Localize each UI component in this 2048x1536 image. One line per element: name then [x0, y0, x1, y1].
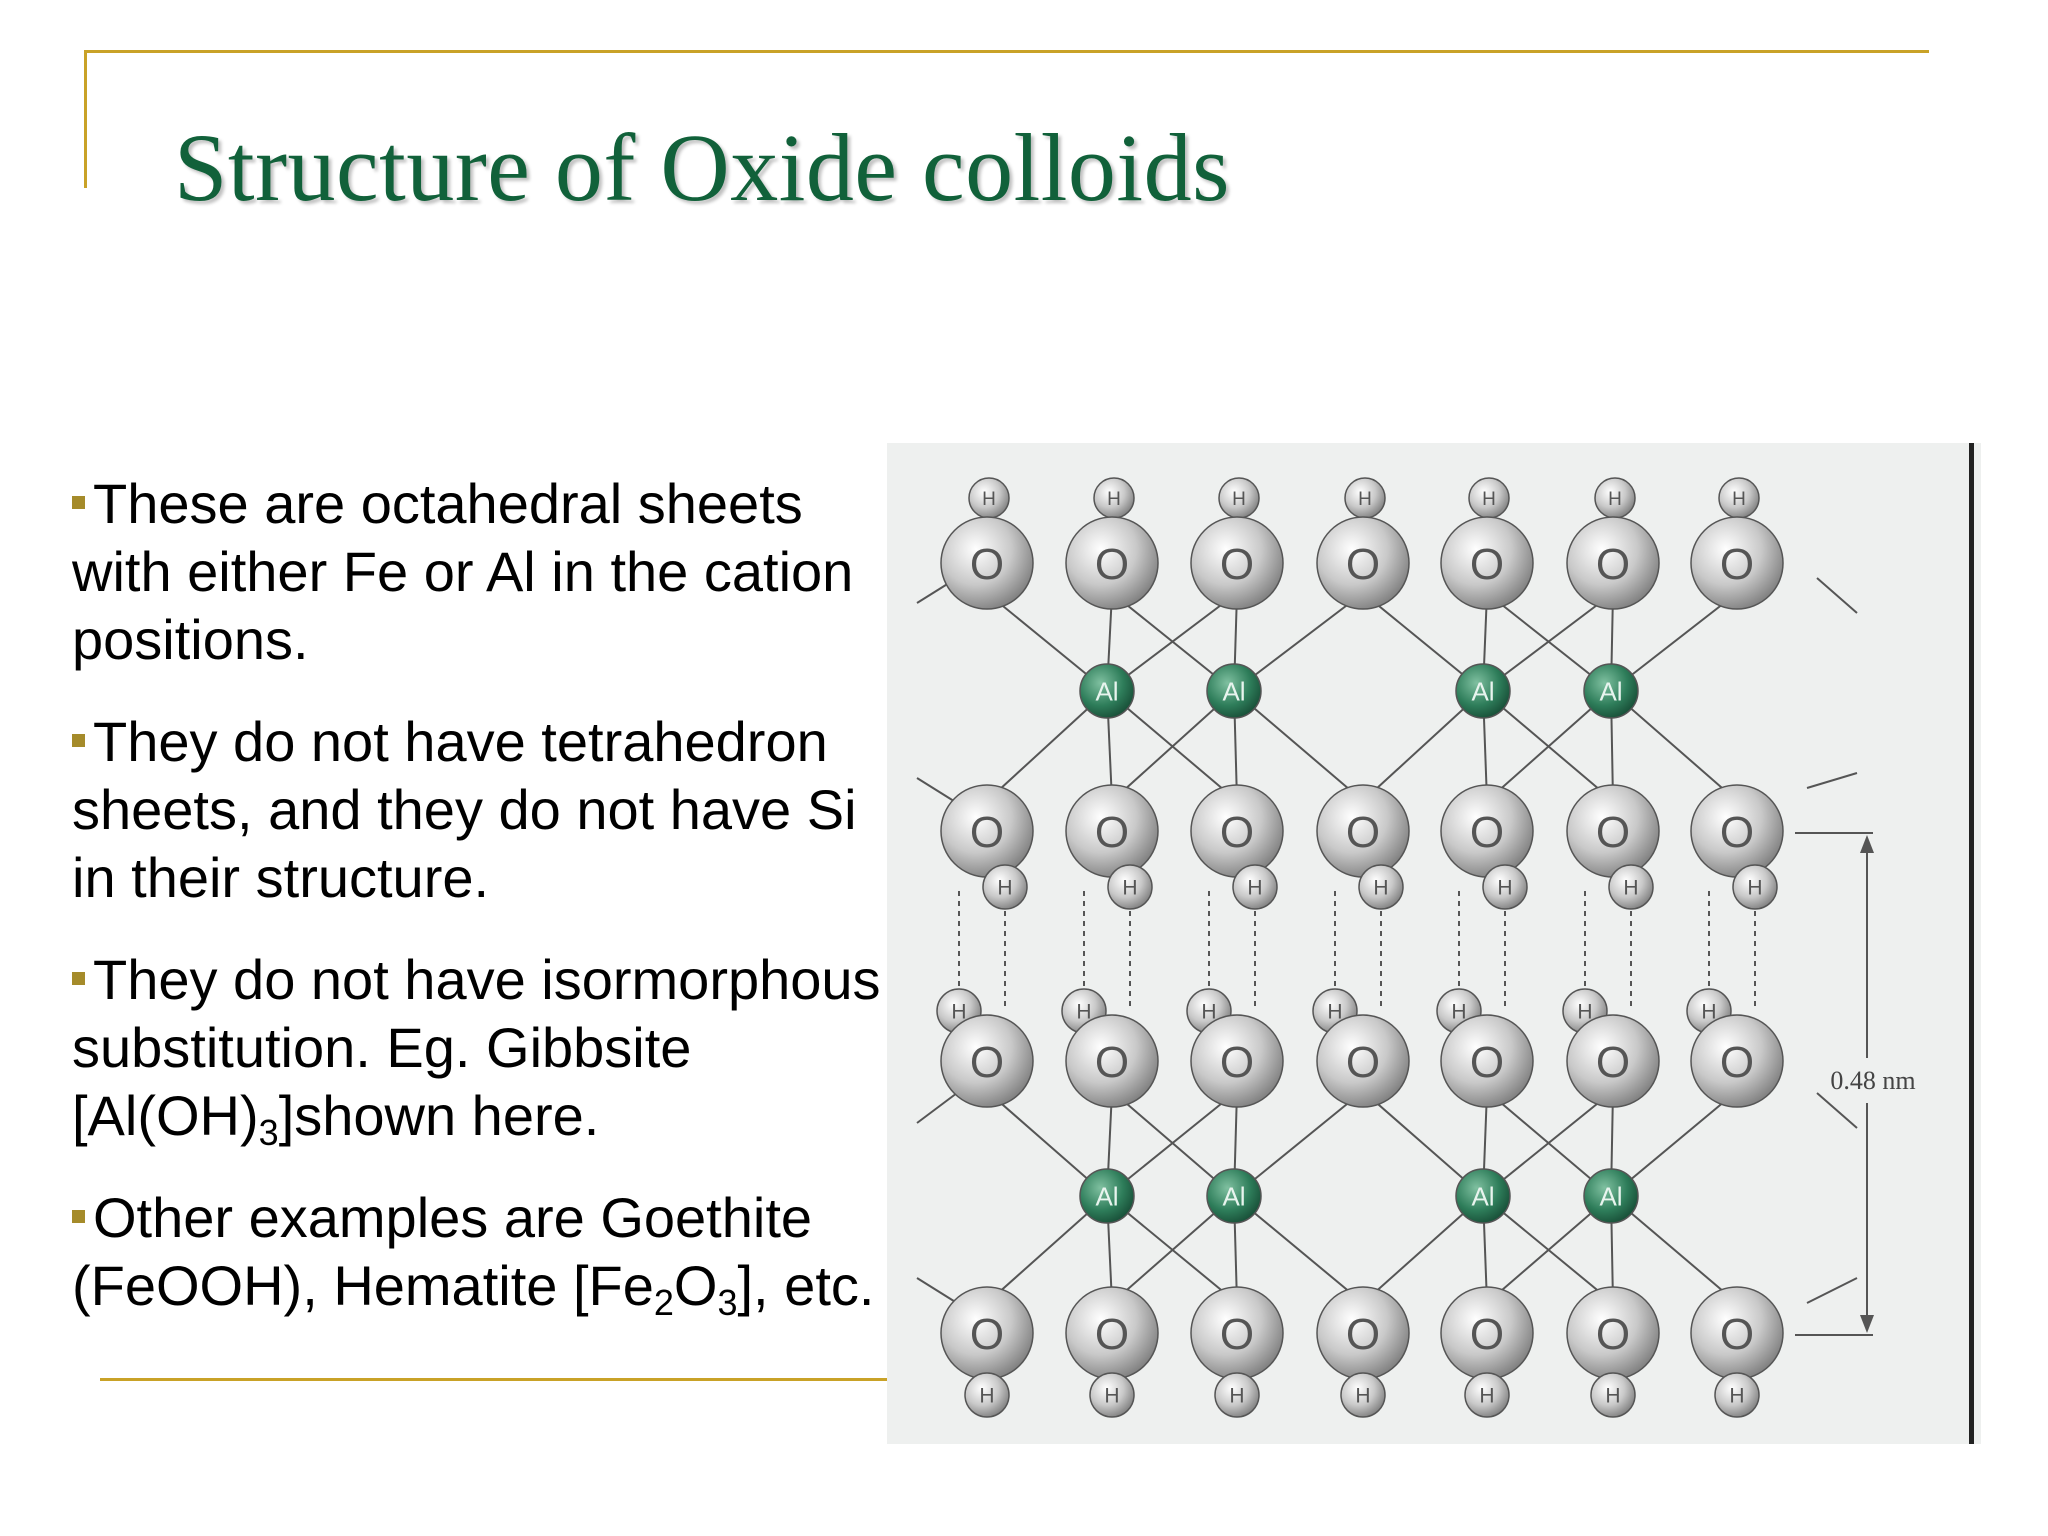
hydrogen-label: H: [1229, 1384, 1245, 1408]
hydrogen-label: H: [1107, 489, 1121, 510]
hydrogen-label: H: [1482, 489, 1496, 510]
hydrogen-label: H: [951, 1000, 967, 1024]
hydrogen-label: H: [1479, 1384, 1495, 1408]
oxygen-atom: [1191, 1287, 1283, 1379]
edge-bond: [1817, 578, 1857, 613]
oxygen-label: O: [1094, 540, 1130, 590]
oxygen-label: O: [1469, 540, 1505, 590]
oxygen-atom: [1066, 1287, 1158, 1379]
edge-bond: [1817, 1093, 1857, 1128]
hydrogen-atom: [1469, 478, 1509, 518]
hydrogen-atom: [1341, 1373, 1385, 1417]
oxygen-label: O: [1094, 1038, 1130, 1088]
hydrogen-atom: [1219, 478, 1259, 518]
oxygen-label: O: [969, 808, 1005, 858]
oxygen-label: O: [969, 1310, 1005, 1360]
hydrogen-atom: [1733, 865, 1777, 909]
hydrogen-atom: [969, 478, 1009, 518]
bullet-marker-icon: [72, 972, 85, 985]
hydrogen-label: H: [1358, 489, 1372, 510]
hydrogen-label: H: [982, 489, 996, 510]
oxygen-atom: [1691, 785, 1783, 877]
hydrogen-label: H: [1327, 1000, 1343, 1024]
aluminum-atom: [1584, 1169, 1638, 1223]
oxygen-label: O: [1094, 1310, 1130, 1360]
aluminum-label: Al: [1471, 1181, 1495, 1212]
hydrogen-atom: [1090, 1373, 1134, 1417]
edge-bond: [917, 1093, 957, 1123]
aluminum-atom: [1080, 1169, 1134, 1223]
oxygen-label: O: [1469, 1310, 1505, 1360]
aluminum-label: Al: [1222, 676, 1246, 707]
oxygen-atom: [1066, 517, 1158, 609]
hydrogen-label: H: [1747, 876, 1763, 900]
oxygen-atom: [941, 1287, 1033, 1379]
aluminum-atom: [1584, 664, 1638, 718]
oxygen-label: O: [1219, 540, 1255, 590]
oxygen-label: O: [1469, 808, 1505, 858]
aluminum-label: Al: [1599, 1181, 1623, 1212]
hydrogen-atom: [1719, 478, 1759, 518]
hydrogen-label: H: [1373, 876, 1389, 900]
oxygen-atom: [1441, 517, 1533, 609]
oxygen-atom: [1066, 1015, 1158, 1107]
oxygen-label: O: [1219, 808, 1255, 858]
oxygen-label: O: [1719, 808, 1755, 858]
aluminum-atom: [1080, 664, 1134, 718]
spacing-label: 0.48 nm: [1830, 1066, 1916, 1095]
oxygen-label: O: [969, 540, 1005, 590]
edge-bond: [1807, 1278, 1857, 1303]
aluminum-label: Al: [1222, 1181, 1246, 1212]
oxygen-label: O: [1595, 1310, 1631, 1360]
edge-bond: [917, 778, 957, 803]
hydrogen-label: H: [1451, 1000, 1467, 1024]
hydrogen-atom: [983, 865, 1027, 909]
hydrogen-atom: [1483, 865, 1527, 909]
aluminum-label: Al: [1471, 676, 1495, 707]
oxygen-label: O: [1345, 1310, 1381, 1360]
gibbsite-structure-figure: [887, 443, 1981, 1444]
bullet-list: [72, 470, 882, 1354]
oxygen-atom: [1567, 1287, 1659, 1379]
hydrogen-label: H: [1732, 489, 1746, 510]
aluminum-atom: [1207, 664, 1261, 718]
hydrogen-label: H: [979, 1384, 995, 1408]
hydrogen-atom: [1233, 865, 1277, 909]
oxygen-label: O: [1345, 540, 1381, 590]
oxygen-label: O: [1719, 1038, 1755, 1088]
left-accent-line: [84, 50, 87, 188]
oxygen-atom: [1691, 517, 1783, 609]
hydrogen-atom: [1591, 1373, 1635, 1417]
oxygen-label: O: [1595, 540, 1631, 590]
hydrogen-label: H: [1232, 489, 1246, 510]
hydrogen-atom: [1215, 1373, 1259, 1417]
hydrogen-atom: [1595, 478, 1635, 518]
hydrogen-label: H: [1623, 876, 1639, 900]
aluminum-label: Al: [1095, 1181, 1119, 1212]
oxygen-atom: [1441, 1287, 1533, 1379]
hydrogen-atom: [965, 1373, 1009, 1417]
oxygen-label: O: [1469, 1038, 1505, 1088]
aluminum-atom: [1456, 664, 1510, 718]
hydrogen-label: H: [1605, 1384, 1621, 1408]
hydrogen-label: H: [1355, 1384, 1371, 1408]
oxygen-atom: [1317, 517, 1409, 609]
aluminum-atom: [1207, 1169, 1261, 1223]
oxygen-atom: [1066, 785, 1158, 877]
oxygen-atom: [1317, 785, 1409, 877]
edge-bond: [1807, 773, 1857, 788]
bullet-item: Other examples are Goethite (FeOOH), Hematite $[Fe_2O_3]$, etc.: [72, 1186, 875, 1323]
hydrogen-atom: [1359, 865, 1403, 909]
oxygen-label: O: [1719, 1310, 1755, 1360]
bullet-marker-icon: [72, 1210, 85, 1223]
oxygen-atom: [1191, 785, 1283, 877]
hydrogen-label: H: [1247, 876, 1263, 900]
hydrogen-atom: [1715, 1373, 1759, 1417]
bottom-accent-line: [100, 1378, 890, 1381]
oxygen-label: O: [1595, 808, 1631, 858]
hydrogen-label: H: [1577, 1000, 1593, 1024]
oxygen-label: O: [1219, 1310, 1255, 1360]
oxygen-label: O: [1345, 1038, 1381, 1088]
oxygen-atom: [1441, 1015, 1533, 1107]
interlayer-dimension: [1795, 833, 1916, 1335]
oxygen-atom: [1441, 785, 1533, 877]
oxygen-atom: [1317, 1287, 1409, 1379]
slide-title: Structure of Oxide colloids: [174, 114, 1230, 221]
bullet-marker-icon: [72, 734, 85, 747]
oxygen-atom: [1191, 1015, 1283, 1107]
hydrogen-label: H: [1122, 876, 1138, 900]
bullet-item: These are octahedral sheets with either Fe or Al in the cation positions.: [72, 472, 854, 671]
hydrogen-label: H: [1104, 1384, 1120, 1408]
hydrogen-label: H: [1729, 1384, 1745, 1408]
aluminum-label: Al: [1599, 676, 1623, 707]
oxygen-label: O: [969, 1038, 1005, 1088]
oxygen-atom: [941, 517, 1033, 609]
oxygen-atom: [1691, 1287, 1783, 1379]
oxygen-label: O: [1219, 1038, 1255, 1088]
panel-edge-bar: [1969, 443, 1974, 1444]
bullet-item: They do not have tetrahedron sheets, and they do not have Si in their structure.: [72, 710, 857, 909]
oxygen-atom: [1317, 1015, 1409, 1107]
oxygen-atom: [1567, 785, 1659, 877]
hydrogen-atom: [1094, 478, 1134, 518]
hydrogen-atom: [1465, 1373, 1509, 1417]
hydrogen-atom: [1108, 865, 1152, 909]
hydrogen-label: H: [1497, 876, 1513, 900]
hydrogen-atom: [1609, 865, 1653, 909]
edge-bond: [917, 1278, 957, 1303]
hydrogen-atom: [1345, 478, 1385, 518]
bullet-marker-icon: [72, 496, 85, 509]
oxygen-label: O: [1345, 808, 1381, 858]
oxygen-atom: [1691, 1015, 1783, 1107]
oxygen-label: O: [1094, 808, 1130, 858]
oxygen-label: O: [1719, 540, 1755, 590]
hydrogen-label: H: [997, 876, 1013, 900]
top-accent-line: [84, 50, 1929, 53]
gibbsite-diagram: [887, 443, 1981, 1444]
bullet-item: They do not have isormorphous substitution. Eg. Gibbsite $[Al(OH)_3]shown$ here.: [72, 948, 881, 1153]
oxygen-atom: [1567, 1015, 1659, 1107]
oxygen-atom: [1191, 517, 1283, 609]
hydrogen-label: H: [1608, 489, 1622, 510]
hydrogen-label: H: [1701, 1000, 1717, 1024]
oxygen-atom: [941, 1015, 1033, 1107]
oxygen-atom: [941, 785, 1033, 877]
aluminum-label: Al: [1095, 676, 1119, 707]
oxygen-atom: [1567, 517, 1659, 609]
hydrogen-label: H: [1201, 1000, 1217, 1024]
hydrogen-label: H: [1076, 1000, 1092, 1024]
oxygen-label: O: [1595, 1038, 1631, 1088]
aluminum-atom: [1456, 1169, 1510, 1223]
